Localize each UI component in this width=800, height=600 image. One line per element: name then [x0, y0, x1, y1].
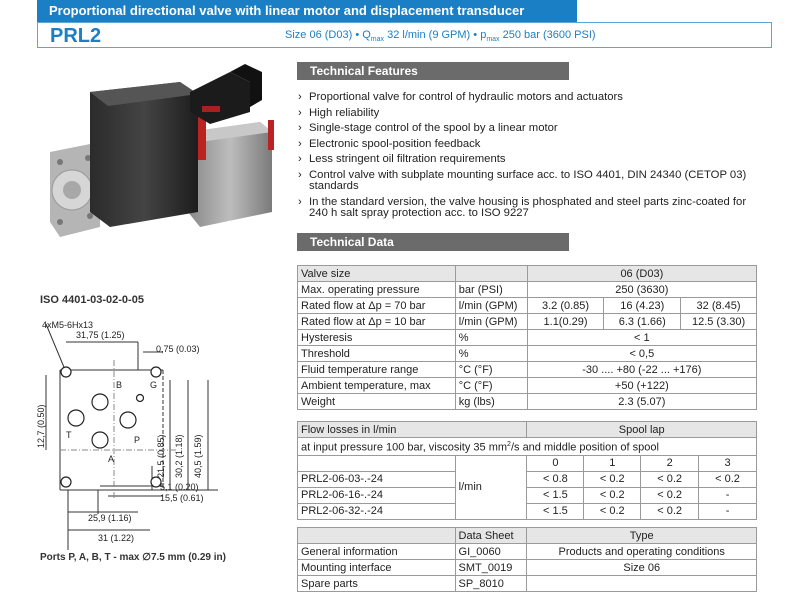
row-unit: %	[455, 346, 527, 362]
technical-data-table	[297, 265, 757, 410]
table-row	[298, 362, 757, 378]
valve-product-image	[40, 62, 280, 242]
row-unit: bar (PSI)	[455, 282, 527, 298]
table-row	[298, 378, 757, 394]
thread-label: 4xM5-6Hx13	[42, 320, 94, 330]
doc-sheet: SMT_0019	[455, 560, 527, 576]
row-unit: °C (°F)	[455, 362, 527, 378]
loss-value: < 0.2	[641, 503, 699, 519]
port-g-label: G	[150, 380, 158, 390]
doc-type: Products and operating conditions	[527, 544, 757, 560]
spool-col: 2	[641, 455, 699, 471]
spec-flow: 32 l/min (9 GPM)	[387, 29, 471, 41]
spec-flow-prefix: Q	[362, 29, 371, 41]
row-label: Weight	[298, 394, 456, 410]
model-cell: PRL2-06-03-.-24	[298, 471, 456, 487]
row-unit: kg (lbs)	[455, 394, 527, 410]
condition-post: /s and middle position of spool	[510, 441, 659, 454]
row-label: Max. operating pressure	[298, 282, 456, 298]
doc-name: Mounting interface	[298, 560, 456, 576]
table-row	[298, 266, 757, 282]
table-row	[298, 346, 757, 362]
row-value: < 1	[527, 330, 756, 346]
table-row	[298, 576, 757, 592]
row-value: -30 .... +80 (-22 ... +176)	[527, 362, 756, 378]
condition-sup: 2	[507, 441, 511, 448]
table-row	[298, 487, 757, 503]
row-unit: °C (°F)	[455, 378, 527, 394]
documents-table	[297, 527, 757, 592]
table-row	[298, 282, 757, 298]
model-name: PRL2	[50, 25, 102, 47]
dim-31-75: 31,75 (1.25)	[76, 330, 125, 340]
doc-name: Spare parts	[298, 576, 456, 592]
col-type: Type	[527, 528, 757, 544]
row-unit: l/min (GPM)	[455, 314, 527, 330]
feature-item: › Control valve with subplate mounting surface acc. to ISO 4401, DIN 24340 (CETOP 03) standards	[297, 170, 767, 192]
loss-value: < 0.8	[527, 471, 584, 487]
model-cell: PRL2-06-16-.-24	[298, 487, 456, 503]
model-cell: PRL2-06-32-.-24	[298, 503, 456, 519]
table-row	[298, 503, 757, 519]
loss-value: -	[699, 487, 757, 503]
empty-cell	[298, 528, 456, 544]
row-label: Fluid temperature range	[298, 362, 456, 378]
dim-5-1: 5,1 (0.20)	[160, 482, 199, 492]
ports-note: Ports P, A, B, T - max ∅7.5 mm (0.29 in)	[40, 552, 226, 563]
row-unit: l/min (GPM)	[455, 298, 527, 314]
doc-sheet: GI_0060	[455, 544, 527, 560]
flow-unit	[455, 455, 527, 519]
feature-item: › Less stringent oil filtration requirements	[297, 154, 767, 165]
port-b-label: B	[116, 380, 123, 390]
condition-pre: at input pressure 100 bar, viscosity 35 mm	[301, 441, 508, 454]
dim-25-9: 25,9 (1.16)	[88, 513, 132, 523]
table-row	[298, 314, 757, 330]
dim-12-7: 12,7 (0.50)	[36, 404, 46, 448]
col-data-sheet: Data Sheet	[455, 528, 527, 544]
row-value: 16 (4.23)	[604, 298, 681, 314]
drawing-title: ISO 4401-03-02-0-05	[40, 294, 144, 306]
spec-size: Size 06 (D03)	[285, 29, 353, 41]
spec-flow-sub: max	[370, 36, 385, 44]
flow-losses-table	[297, 421, 757, 520]
dim-31: 31 (1.22)	[98, 533, 135, 543]
row-unit	[455, 266, 527, 282]
row-label: Valve size	[298, 266, 456, 282]
spool-col: 0	[527, 455, 584, 471]
row-value: 6.3 (1.66)	[604, 314, 681, 330]
row-value: 2.3 (5.07)	[527, 394, 756, 410]
model-bar	[37, 22, 772, 48]
row-value: 06 (D03)	[527, 266, 756, 282]
loss-value: < 1.5	[527, 503, 584, 519]
technical-data-heading: Technical Data	[297, 233, 569, 251]
doc-name: General information	[298, 544, 456, 560]
row-value: +50 (+122)	[527, 378, 756, 394]
dim-30-2: 30,2 (1.18)	[174, 434, 184, 478]
row-value: 1.1(0.29)	[527, 314, 604, 330]
loss-value: -	[699, 503, 757, 519]
loss-value: < 0.2	[584, 503, 641, 519]
row-value: 3.2 (0.85)	[527, 298, 604, 314]
spec-pressure: 250 bar (3600 PSI)	[502, 29, 596, 41]
doc-sheet: SP_8010	[455, 576, 527, 592]
spool-lap-label: Spool lap	[527, 422, 757, 438]
row-value: 12.5 (3.30)	[681, 314, 757, 330]
table-row	[298, 422, 757, 438]
mounting-interface-drawing	[38, 300, 283, 570]
table-row	[298, 394, 757, 410]
loss-value: < 0.2	[641, 471, 699, 487]
port-t-label: T	[66, 430, 72, 440]
spool-col: 3	[699, 455, 757, 471]
row-label: Hysteresis	[298, 330, 456, 346]
doc-type: Size 06	[527, 560, 757, 576]
feature-item: › Proportional valve for control of hydraulic motors and actuators	[297, 92, 767, 103]
row-value: 250 (3630)	[527, 282, 756, 298]
loss-value: < 0.2	[641, 487, 699, 503]
empty-cell	[298, 455, 456, 471]
flow-losses-condition	[298, 438, 757, 456]
dim-21-5: 21,5 (0.85)	[156, 434, 166, 478]
feature-item: › High reliability	[297, 108, 767, 119]
row-label: Rated flow at Δp = 70 bar	[298, 298, 456, 314]
row-value: < 0,5	[527, 346, 756, 362]
technical-features-heading: Technical Features	[297, 62, 569, 80]
row-label: Ambient temperature, max	[298, 378, 456, 394]
document-title: Proportional directional valve with linear motor and displacement transducer	[37, 0, 577, 22]
spool-col: 1	[584, 455, 641, 471]
loss-value: < 1.5	[527, 487, 584, 503]
spec-pressure-sub: max	[486, 36, 500, 44]
dim-0-75: 0,75 (0.03)	[156, 344, 200, 354]
port-a-label: A	[108, 454, 115, 464]
table-row	[298, 471, 757, 487]
row-label: Rated flow at Δp = 10 bar	[298, 314, 456, 330]
table-row	[298, 560, 757, 576]
table-row	[298, 528, 757, 544]
features-list	[297, 92, 767, 223]
feature-item: › Electronic spool-position feedback	[297, 139, 767, 150]
spec-pressure-prefix: p	[480, 29, 487, 41]
feature-item: › Single-stage control of the spool by a linear motor	[297, 123, 767, 134]
row-unit: %	[455, 330, 527, 346]
row-value: 32 (8.45)	[681, 298, 757, 314]
model-spec: Size 06 (D03) • $Q_{max}$ 32 l/min (9 GPM) • $p_{max}$ 250 bar (3600 PSI)	[285, 29, 596, 44]
flow-unit-text: l/min	[458, 481, 482, 494]
doc-type	[527, 576, 757, 592]
flow-losses-label: Flow losses in l/min	[298, 422, 527, 438]
table-row	[298, 544, 757, 560]
loss-value: < 0.2	[584, 471, 641, 487]
table-row	[298, 298, 757, 314]
dim-40-5: 40,5 (1.59)	[193, 434, 203, 478]
port-p-label: P	[134, 435, 141, 445]
dim-15-5: 15,5 (0.61)	[160, 493, 204, 503]
loss-value: < 0.2	[699, 471, 757, 487]
row-label: Threshold	[298, 346, 456, 362]
table-row	[298, 330, 757, 346]
table-row	[298, 438, 757, 456]
feature-item: › In the standard version, the valve housing is phosphated and steel parts zinc-coated for 240 h salt spray protection acc. to ISO 9227	[297, 197, 767, 219]
loss-value: < 0.2	[584, 487, 641, 503]
table-row	[298, 455, 757, 471]
